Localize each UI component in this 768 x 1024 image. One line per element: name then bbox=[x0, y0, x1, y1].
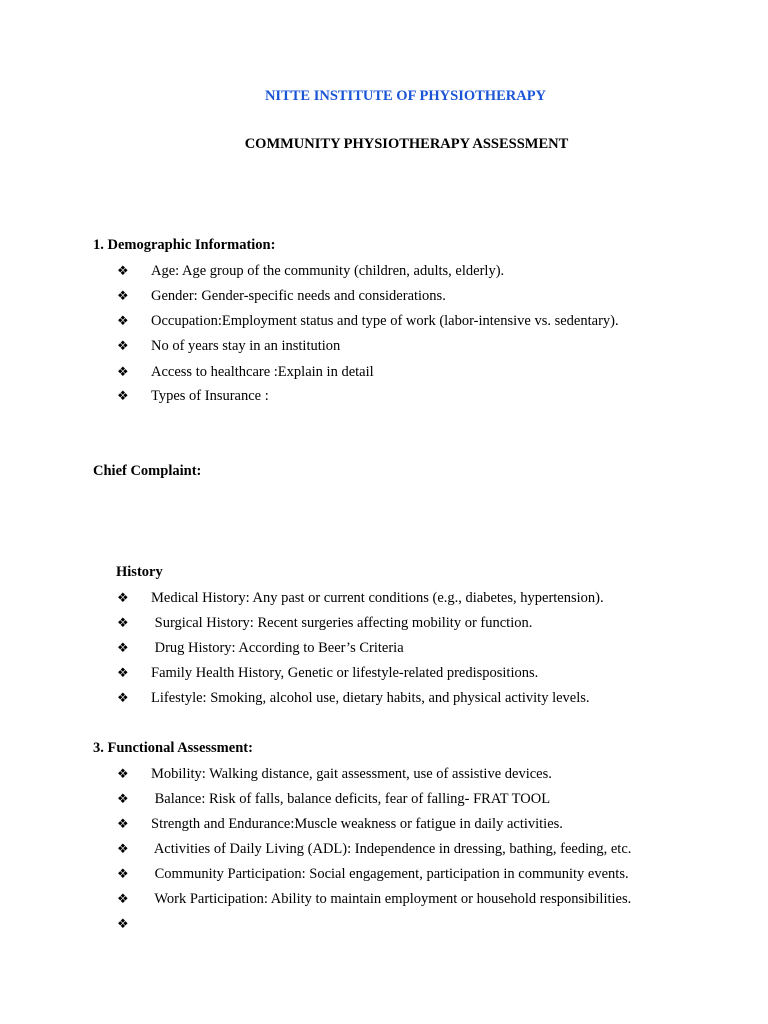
history-item-medical: Medical History: Any past or current conditions (e.g., diabetes, hypertension). bbox=[151, 590, 604, 606]
bullet-icon: ❖ bbox=[117, 263, 129, 278]
bullet-icon: ❖ bbox=[117, 916, 129, 931]
chief-complaint-heading: Chief Complaint: bbox=[93, 463, 202, 479]
demographic-item-healthcare-access: Access to healthcare :Explain in detail bbox=[151, 364, 374, 380]
functional-item-work: Work Participation: Ability to maintain employment or household responsibilities. bbox=[151, 891, 632, 907]
demographic-item-age: Age: Age group of the community (children, adults, elderly). bbox=[151, 263, 505, 279]
bullet-icon: ❖ bbox=[117, 640, 129, 655]
bullet-icon: ❖ bbox=[117, 841, 129, 856]
history-heading: History bbox=[116, 564, 163, 580]
history-item-surgical: Surgical History: Recent surgeries affecting mobility or function. bbox=[151, 615, 533, 631]
bullet-icon: ❖ bbox=[117, 766, 129, 781]
document-title: COMMUNITY PHYSIOTHERAPY ASSESSMENT bbox=[244, 136, 569, 152]
institute-name: NITTE INSTITUTE OF PHYSIOTHERAPY bbox=[264, 88, 547, 104]
history-item-family: Family Health History, Genetic or lifestyle-related predispositions. bbox=[151, 665, 539, 681]
demographic-heading: 1. Demographic Information: bbox=[93, 237, 276, 253]
functional-item-strength: Strength and Endurance:Muscle weakness or fatigue in daily activities. bbox=[151, 816, 563, 832]
functional-heading: 3. Functional Assessment: bbox=[93, 740, 253, 756]
demographic-item-occupation: Occupation:Employment status and type of work (labor-intensive vs. sedentary). bbox=[151, 313, 619, 329]
history-item-lifestyle: Lifestyle: Smoking, alcohol use, dietary habits, and physical activity levels. bbox=[151, 690, 590, 706]
bullet-icon: ❖ bbox=[117, 690, 129, 705]
history-item-drug: Drug History: According to Beer’s Criteria bbox=[151, 640, 404, 656]
demographic-item-gender: Gender: Gender-specific needs and considerations. bbox=[151, 288, 446, 304]
bullet-icon: ❖ bbox=[117, 615, 129, 630]
bullet-icon: ❖ bbox=[117, 288, 129, 303]
demographic-item-years-stay: No of years stay in an institution bbox=[151, 338, 341, 354]
bullet-icon: ❖ bbox=[117, 338, 129, 353]
bullet-icon: ❖ bbox=[117, 590, 129, 605]
bullet-icon: ❖ bbox=[117, 816, 129, 831]
bullet-icon: ❖ bbox=[117, 388, 129, 403]
demographic-item-insurance: Types of Insurance : bbox=[151, 388, 269, 404]
bullet-icon: ❖ bbox=[117, 866, 129, 881]
functional-item-adl: Activities of Daily Living (ADL): Independence in dressing, bathing, feeding, etc. bbox=[151, 841, 632, 857]
bullet-icon: ❖ bbox=[117, 791, 129, 806]
bullet-icon: ❖ bbox=[117, 364, 129, 379]
bullet-icon: ❖ bbox=[117, 313, 129, 328]
bullet-icon: ❖ bbox=[117, 891, 129, 906]
bullet-icon: ❖ bbox=[117, 665, 129, 680]
functional-item-mobility: Mobility: Walking distance, gait assessment, use of assistive devices. bbox=[151, 766, 552, 782]
functional-item-balance: Balance: Risk of falls, balance deficits, fear of falling- FRAT TOOL bbox=[151, 791, 551, 807]
functional-item-community: Community Participation: Social engagement, participation in community events. bbox=[151, 866, 629, 882]
